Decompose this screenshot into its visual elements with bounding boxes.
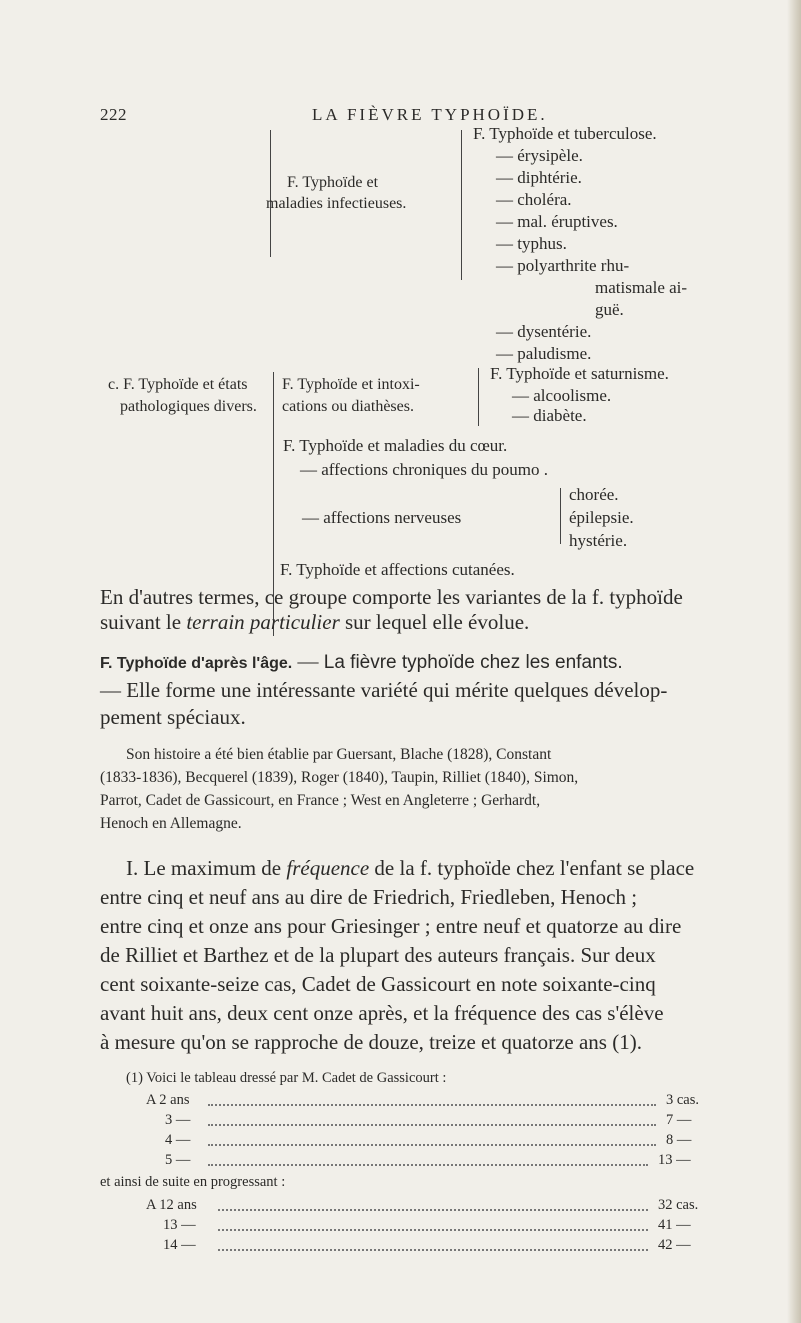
paragraph-line: pement spéciaux. bbox=[100, 705, 246, 729]
paragraph-line: avant huit ans, deux cent onze après, et la fréquence des cas s'élève bbox=[100, 1001, 664, 1025]
table-age: 13 — bbox=[163, 1217, 196, 1233]
intoxication-label-2: cations ou diathèses. bbox=[282, 398, 414, 415]
right-brace bbox=[458, 130, 462, 280]
nervous-item: épilepsie. bbox=[569, 508, 634, 527]
group-b-item: F. Typhoïde et tuberculose. bbox=[473, 124, 657, 143]
paragraph-line: entre cinq et neuf ans au dire de Friedrich, Friedleben, Henoch ; bbox=[100, 885, 638, 909]
table-cases: 13 — bbox=[658, 1152, 691, 1168]
leader-dots bbox=[218, 1229, 648, 1231]
group-b-item: — paludisme. bbox=[496, 344, 592, 363]
running-title: LA FIÈVRE TYPHOÏDE. bbox=[312, 105, 548, 124]
emphasis: terrain particulier bbox=[186, 610, 340, 634]
group-b-item: — mal. éruptives. bbox=[496, 212, 618, 231]
intoxication-item: — diabète. bbox=[512, 406, 587, 425]
table-cases: 8 — bbox=[666, 1132, 692, 1148]
intoxication-item: F. Typhoïde et saturnisme. bbox=[490, 364, 669, 383]
table-cases: 3 cas. bbox=[666, 1092, 700, 1108]
left-brace bbox=[270, 130, 275, 257]
intoxication-brace bbox=[478, 368, 483, 426]
footnote-middle: et ainsi de suite en progressant : bbox=[100, 1174, 286, 1190]
skin-affections-line: F. Typhoïde et affections cutanées. bbox=[280, 560, 515, 579]
group-b-item: — choléra. bbox=[496, 190, 572, 209]
table-cases: 41 — bbox=[658, 1217, 691, 1233]
group-b-item: — polyarthrite rhu- bbox=[496, 256, 630, 275]
group-b-item: guë. bbox=[595, 300, 624, 319]
paragraph-line: à mesure qu'on se rapproche de douze, treize et quatorze ans (1). bbox=[100, 1030, 642, 1054]
lung-affections-line: — affections chroniques du poumo . bbox=[300, 460, 549, 479]
history-line: Parrot, Cadet de Gassicourt, en France ; West en Angleterre ; Gerhardt, bbox=[100, 792, 541, 809]
history-line: (1833-1836), Becquerel (1839), Roger (1840), Taupin, Rilliet (1840), Simon, bbox=[100, 769, 579, 786]
table-age: 5 — bbox=[165, 1152, 191, 1168]
paragraph-line: — Elle forme une intéressante variété qui mérite quelques dévelop- bbox=[100, 678, 668, 702]
paragraph-line: cent soixante-seize cas, Cadet de Gassicourt en note soixante-cinq bbox=[100, 972, 656, 996]
table-age: A 2 ans bbox=[146, 1092, 190, 1108]
paragraph-line: de Rilliet et Barthez et de la plupart des auteurs français. Sur deux bbox=[100, 943, 656, 967]
group-b-label-2: maladies infectieuses. bbox=[266, 195, 407, 212]
leader-dots bbox=[208, 1124, 656, 1126]
leader-dots bbox=[218, 1249, 648, 1251]
leader-dots bbox=[208, 1104, 656, 1106]
group-c-label-2: pathologiques divers. bbox=[120, 398, 257, 415]
footnote-intro: (1) Voici le tableau dressé par M. Cadet de Gassicourt : bbox=[126, 1070, 447, 1086]
group-b-item: — diphtérie. bbox=[496, 168, 582, 187]
nervous-affections-label: — affections nerveuses bbox=[302, 508, 462, 527]
group-b-label: F. Typhoïde et bbox=[287, 174, 379, 191]
emphasis: fréquence bbox=[286, 856, 370, 880]
leader-dots bbox=[218, 1209, 648, 1211]
history-line: Son histoire a été bien établie par Guersant, Blache (1828), Constant bbox=[126, 746, 552, 763]
table-cases: 32 cas. bbox=[658, 1197, 699, 1213]
nervous-item: hystérie. bbox=[569, 531, 628, 550]
leader-dots bbox=[208, 1164, 648, 1166]
nervous-item: chorée. bbox=[569, 485, 619, 504]
paragraph-line: I. Le maximum de fréquence de la f. typhoïde chez l'enfant se place bbox=[126, 856, 695, 880]
group-c-label: c. F. Typhoïde et états bbox=[108, 376, 248, 393]
paragraph-line: suivant le terrain particulier sur lequel elle évolue. bbox=[100, 610, 530, 634]
history-line: Henoch en Allemagne. bbox=[100, 815, 242, 832]
intoxication-label: F. Typhoïde et intoxi- bbox=[282, 376, 420, 393]
group-b-item: — dysentérie. bbox=[496, 322, 592, 341]
intoxication-item: — alcoolisme. bbox=[512, 386, 612, 405]
paragraph-line: En d'autres termes, ce groupe comporte les variantes de la f. typhoïde bbox=[100, 585, 683, 609]
paragraph-line: entre cinq et onze ans pour Griesinger ; entre neuf et quatorze au dire bbox=[100, 914, 682, 938]
table-age: 4 — bbox=[165, 1132, 191, 1148]
leader-dots bbox=[208, 1144, 656, 1146]
table-cases: 42 — bbox=[658, 1237, 691, 1253]
table-age: 3 — bbox=[165, 1112, 191, 1128]
nervous-brace bbox=[560, 488, 565, 544]
group-b-item: matismale ai- bbox=[595, 278, 688, 297]
page-number: 222 bbox=[100, 105, 127, 124]
heart-disease-line: F. Typhoïde et maladies du cœur. bbox=[283, 436, 508, 455]
group-b-item: — typhus. bbox=[496, 234, 567, 253]
table-cases: 7 — bbox=[666, 1112, 692, 1128]
section-heading: F. Typhoïde d'après l'âge. — La fièvre typhoïde chez les enfants. bbox=[100, 649, 623, 673]
group-b-item: — érysipèle. bbox=[496, 146, 583, 165]
table-age: A 12 ans bbox=[146, 1197, 197, 1213]
table-age: 14 — bbox=[163, 1237, 196, 1253]
